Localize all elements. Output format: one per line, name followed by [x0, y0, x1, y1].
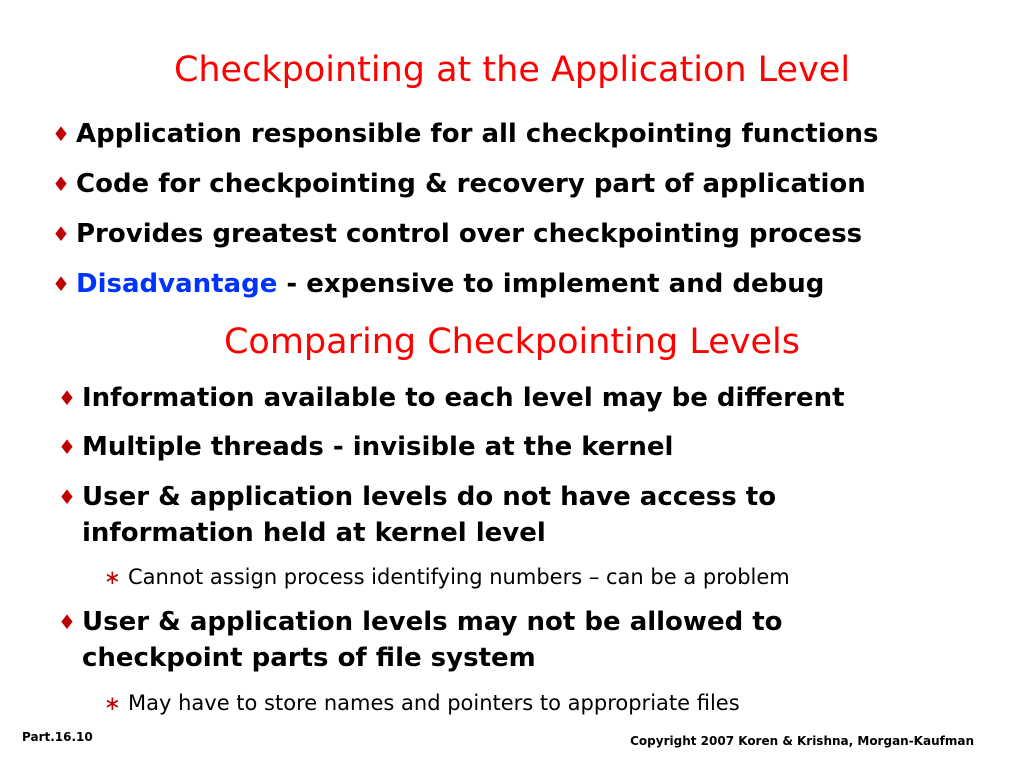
bullet-text: - expensive to implement and debug — [277, 269, 825, 299]
diamond-bullet-icon: ♦ — [58, 610, 76, 634]
slide-number: Part.16.10 — [22, 730, 93, 744]
bullet-text-line: User & application levels do not have access to — [82, 482, 777, 512]
asterisk-bullet-icon: ∗ — [104, 565, 121, 589]
bullet-text: Multiple threads - invisible at the kernel — [82, 432, 674, 462]
bullet-item — [52, 266, 824, 302]
bullet-text: Provides greatest control over checkpointing process — [76, 219, 863, 249]
bullet-item — [58, 479, 776, 551]
bullet-item — [52, 116, 878, 152]
bullet-item — [58, 380, 845, 416]
bullet-text: Application responsible for all checkpointing functions — [76, 119, 879, 149]
sub-bullet-item — [104, 562, 790, 592]
slide-title: Checkpointing at the Application Level — [173, 50, 851, 90]
section-title: Comparing Checkpointing Levels — [223, 322, 801, 362]
diamond-bullet-icon: ♦ — [52, 172, 70, 196]
bullet-item — [52, 216, 862, 252]
sub-bullet-text: Cannot assign process identifying numbers – can be a problem — [128, 565, 790, 589]
bullet-text-line: User & application levels may not be allowed to — [82, 607, 783, 637]
bullet-text: Code for checkpointing & recovery part of application — [76, 169, 866, 199]
copyright-notice: Copyright 2007 Koren & Krishna, Morgan-Kaufman — [630, 734, 974, 748]
bullet-text: Information available to each level may be different — [82, 383, 845, 413]
diamond-bullet-icon: ♦ — [52, 122, 70, 146]
diamond-bullet-icon: ♦ — [52, 222, 70, 246]
diamond-bullet-icon: ♦ — [58, 386, 76, 410]
bullet-item — [52, 166, 866, 202]
bullet-item — [58, 604, 783, 676]
sub-bullet-text: May have to store names and pointers to appropriate files — [128, 691, 740, 715]
bullet-text-line: information held at kernel level — [82, 518, 546, 548]
bullet-text-line: checkpoint parts of file system — [82, 643, 536, 673]
asterisk-bullet-icon: ∗ — [104, 691, 121, 715]
bullet-item — [58, 429, 673, 465]
diamond-bullet-icon: ♦ — [58, 485, 76, 509]
sub-bullet-item — [104, 688, 740, 718]
disadvantage-label: Disadvantage — [76, 269, 278, 299]
diamond-bullet-icon: ♦ — [52, 272, 70, 296]
diamond-bullet-icon: ♦ — [58, 435, 76, 459]
